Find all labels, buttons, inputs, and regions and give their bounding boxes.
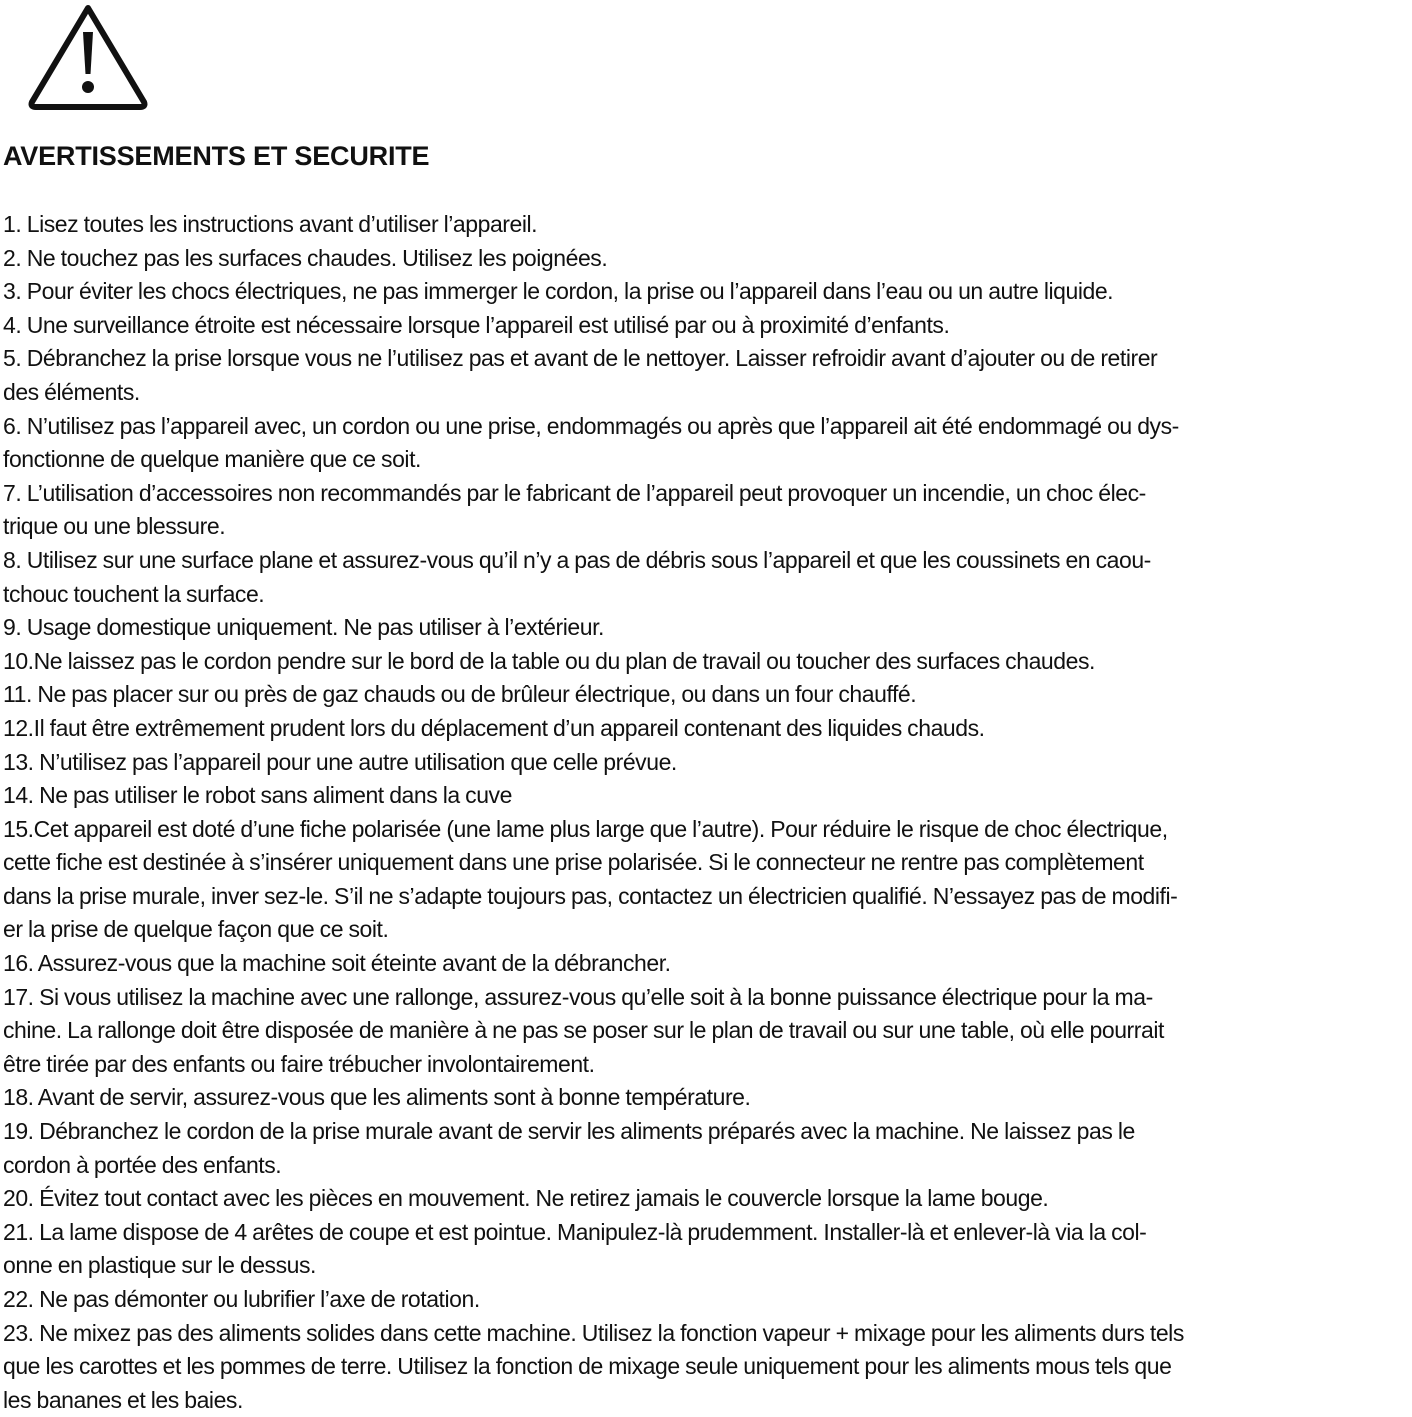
list-item: 15.Cet appareil est doté d’une fiche polarisée (une lame plus large que l’autre). Pour réduire le risque de choc électrique, cette fiche est destinée à s’insérer uniquement dans une prise polarisée. Si le connecteur ne rentre pas complètement dans la prise murale, inver sez-le. S’il ne s’adapte toujours pas, contactez un électricien qualifié. N’essayez pas de modifi- er la prise de quelque façon que ce soit. — [3, 815, 1178, 943]
list-item: 17. Si vous utilisez la machine avec une rallonge, assurez-vous qu’elle soit à la bonne puissance électrique pour la ma- chine. La rallonge doit être disposée de manière à ne pas se poser sur le plan de travail ou sur une table, où elle pourrait être tirée par des enfants ou faire trébucher involontairement. — [3, 983, 1164, 1077]
list-item: 19. Débranchez le cordon de la prise murale avant de servir les aliments préparés avec la machine. Ne laissez pas le cordon à portée des enfants. — [3, 1118, 1135, 1178]
list-item: 4. Une surveillance étroite est nécessaire lorsque l’appareil est utilisé par ou à proximité d’enfants. — [3, 311, 950, 338]
section-title: AVERTISSEMENTS ET SECURITE — [3, 141, 430, 171]
list-item: 9. Usage domestique uniquement. Ne pas utiliser à l’extérieur. — [3, 614, 604, 641]
list-item: 16. Assurez-vous que la machine soit éteinte avant de la débrancher. — [3, 950, 671, 977]
list-item: 2. Ne touchez pas les surfaces chaudes. Utilisez les poignées. — [3, 244, 608, 271]
list-item: 10.Ne laissez pas le cordon pendre sur le bord de la table ou du plan de travail ou toucher des surfaces chaudes. — [3, 647, 1095, 674]
list-item: 22. Ne pas démonter ou lubrifier l’axe de rotation. — [3, 1286, 480, 1312]
list-item: 11. Ne pas placer sur ou près de gaz chauds ou de brûleur électrique, ou dans un four chauffé. — [3, 681, 917, 708]
safety-instructions-list — [3, 208, 1409, 1417]
list-item: 5. Débranchez la prise lorsque vous ne l’utilisez pas et avant de le nettoyer. Laisser refroidir avant d’ajouter ou de retirer des éléments. — [3, 345, 1158, 405]
list-item: 8. Utilisez sur une surface plane et assurez-vous qu’il n’y a pas de débris sous l’appareil et que les coussinets en caou- tchouc touchent la surface. — [3, 546, 1151, 607]
list-item: 7. L’utilisation d’accessoires non recommandés par le fabricant de l’appareil peut provoquer un incendie, un choc élec- trique ou une blessure. — [3, 479, 1146, 540]
warning-triangle-icon — [26, 2, 150, 112]
list-item: 6. N’utilisez pas l’appareil avec, un cordon ou une prise, endommagés ou après que l’appareil ait été endommagé ou dys- fonctionne de quelque manière que ce soit. — [3, 412, 1179, 473]
list-item: 14. Ne pas utiliser le robot sans aliment dans la cuve — [3, 782, 512, 809]
list-item: 13. N’utilisez pas l’appareil pour une autre utilisation que celle prévue. — [3, 748, 677, 775]
list-item: 3. Pour éviter les chocs électriques, ne pas immerger le cordon, la prise ou l’appareil dans l’eau ou un autre liquide. — [3, 278, 1114, 305]
list-item: 1. Lisez toutes les instructions avant d’utiliser l’appareil. — [3, 211, 538, 237]
list-item: 12.Il faut être extrêmement prudent lors du déplacement d’un appareil contenant des liquides chauds. — [3, 714, 985, 741]
list-item: 20. Évitez tout contact avec les pièces en mouvement. Ne retirez jamais le couvercle lorsque la lame bouge. — [3, 1185, 1049, 1212]
list-item: 21. La lame dispose de 4 arêtes de coupe et est pointue. Manipulez-là prudemment. Installer-là et enlever-là via la col- onne en plastique sur le dessus. — [3, 1218, 1147, 1279]
list-item: 18. Avant de servir, assurez-vous que les aliments sont à bonne température. — [3, 1084, 751, 1111]
list-item: 23. Ne mixez pas des aliments solides dans cette machine. Utilisez la fonction vapeur + mixage pour les aliments durs tels que les carottes et les pommes de terre. Utilisez la fonction de mixage seule uniquement pour les aliments mous tels que les bananes et les baies. — [3, 1319, 1184, 1413]
